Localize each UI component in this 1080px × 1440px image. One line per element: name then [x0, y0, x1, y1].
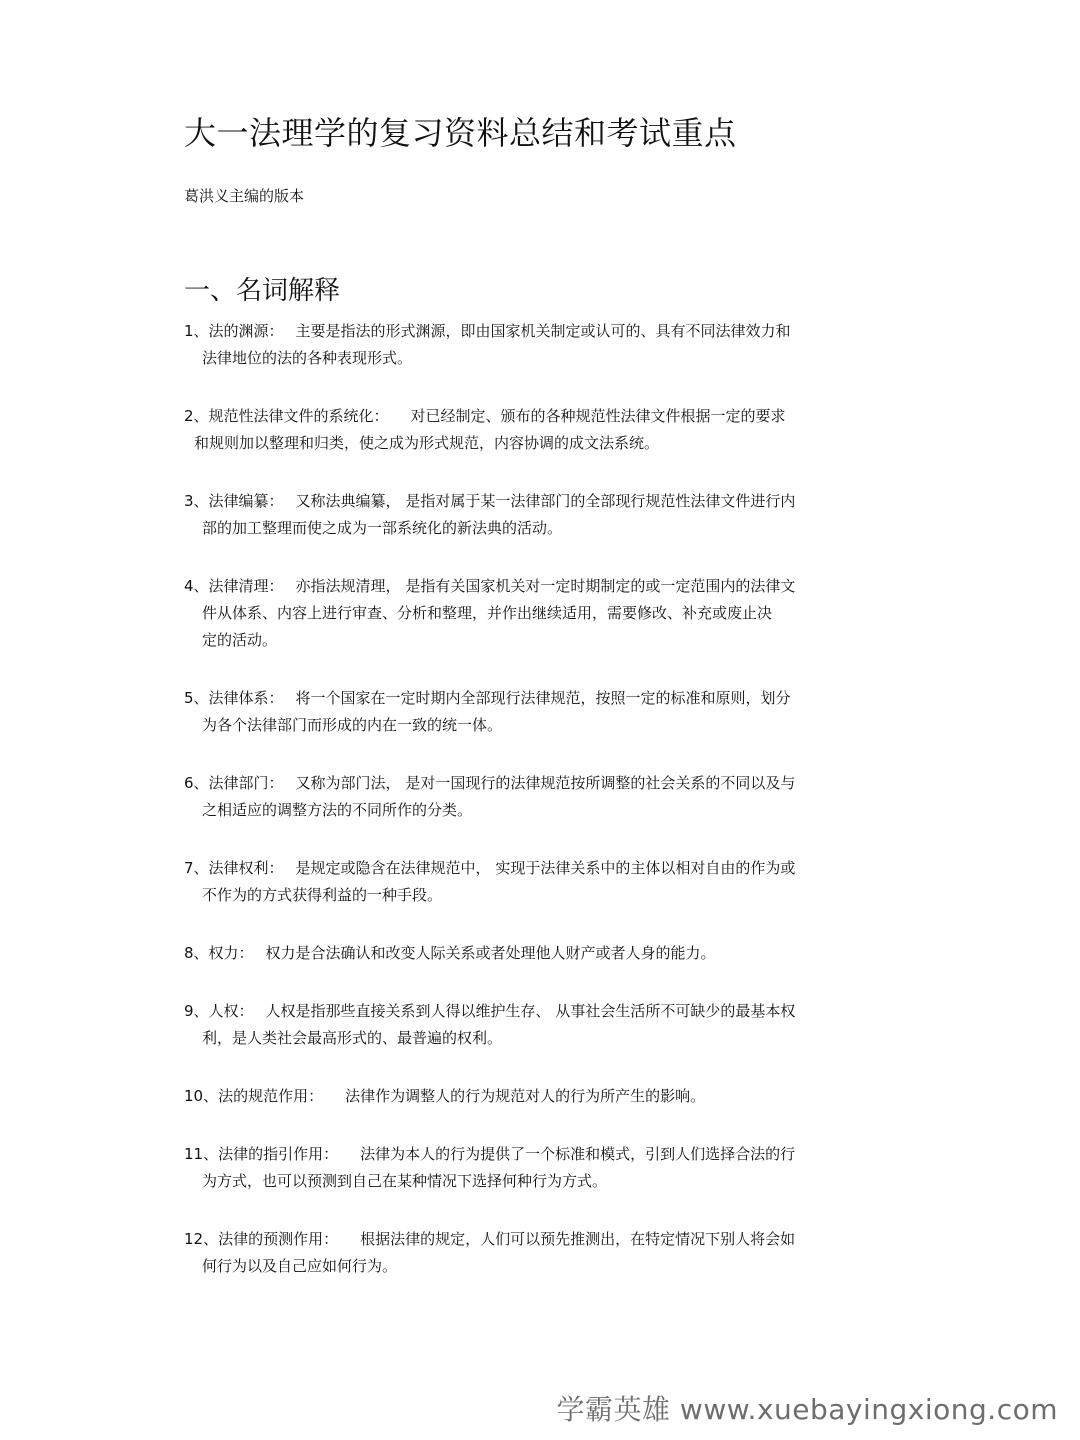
term-item	[184, 940, 884, 967]
term-first-line	[184, 998, 884, 1025]
term-text: 件从体系、内容上进行审查、分析和整理，并作出继续适用，需要修改、补充或废止决	[202, 604, 773, 622]
term-first-line	[184, 940, 884, 967]
term-label: 12、法律的预测作用：	[184, 1230, 339, 1248]
term-text: 法律地位的法的各种表现形式。	[202, 349, 413, 367]
term-label: 10、法的规范作用：	[184, 1087, 324, 1105]
document-subtitle: 葛洪义主编的版本	[184, 187, 305, 205]
term-text: 亦指法规清理， 是指有关国家机关对一定时期制定的或一定范围内的法律文	[295, 577, 796, 595]
document-title: 大一法理学的复习资料总结和考试重点	[184, 114, 737, 152]
term-label: 6、法律部门：	[184, 774, 284, 792]
term-text: 和规则加以整理和归类，使之成为形式规范，内容协调的成文法系统。	[194, 434, 660, 452]
term-label: 9、人权：	[184, 1002, 254, 1020]
term-first-line	[184, 1141, 884, 1168]
term-item	[184, 488, 884, 542]
term-first-line	[184, 1083, 884, 1110]
term-text: 主要是指法的形式渊源，即由国家机关制定或认可的、具有不同法律效力和	[295, 322, 791, 340]
term-first-line	[184, 403, 884, 430]
term-first-line	[184, 1226, 884, 1253]
term-label: 11、法律的指引作用：	[184, 1145, 339, 1163]
term-text: 又称为部门法， 是对一国现行的法律规范按所调整的社会关系的不同以及与	[295, 774, 796, 792]
term-first-line	[184, 488, 884, 515]
term-item	[184, 770, 884, 824]
term-text: 将一个国家在一定时期内全部现行法律规范，按照一定的标准和原则，划分	[295, 689, 791, 707]
term-text: 定的活动。	[202, 631, 278, 649]
term-text: 人权是指那些直接关系到人得以维护生存、 从事社会生活所不可缺少的最基本权	[265, 1002, 796, 1020]
term-text: 部的加工整理而使之成为一部系统化的新法典的活动。	[202, 519, 563, 537]
term-text: 利，是人类社会最高形式的、最普遍的权利。	[202, 1029, 503, 1047]
site-watermark: 学霸英雄 www.xuebayingxiong.com	[556, 1393, 1058, 1426]
term-item	[184, 1083, 884, 1110]
term-item	[184, 1141, 884, 1195]
term-label: 3、法律编纂：	[184, 492, 284, 510]
term-item	[184, 318, 884, 372]
term-text: 是规定或隐含在法律规范中， 实现于法律关系中的主体以相对自由的作为或	[295, 859, 796, 877]
term-text: 为各个法律部门而形成的内在一致的统一体。	[202, 716, 503, 734]
term-item	[184, 685, 884, 739]
term-label: 1、法的渊源：	[184, 322, 284, 340]
term-first-line	[184, 685, 884, 712]
term-label: 7、法律权利：	[184, 859, 284, 877]
term-text: 对已经制定、颁布的各种规范性法律文件根据一定的要求	[410, 407, 786, 425]
term-first-line	[184, 573, 884, 600]
term-text: 何行为以及自己应如何行为。	[202, 1257, 398, 1275]
term-text: 之相适应的调整方法的不同所作的分类。	[202, 801, 473, 819]
term-item	[184, 573, 884, 654]
term-label: 8、权力：	[184, 944, 254, 962]
term-text: 为方式，也可以预测到自己在某种情况下选择何种行为方式。	[202, 1172, 608, 1190]
term-text: 根据法律的规定，人们可以预先推测出，在特定情况下别人将会如	[360, 1230, 796, 1248]
term-item	[184, 1226, 884, 1280]
term-item	[184, 855, 884, 909]
term-label: 2、规范性法律文件的系统化：	[184, 407, 389, 425]
term-first-line	[184, 318, 884, 345]
term-text: 又称法典编纂， 是指对属于某一法律部门的全部现行规范性法律文件进行内	[295, 492, 796, 510]
term-text: 权力是合法确认和改变人际关系或者处理他人财产或者人身的能力。	[265, 944, 716, 962]
term-text: 法律作为调整人的行为规范对人的行为所产生的影响。	[345, 1087, 706, 1105]
section-heading: 一、名词解释	[184, 276, 341, 306]
term-item	[184, 403, 884, 457]
term-list	[184, 318, 884, 1311]
term-first-line	[184, 770, 884, 797]
term-label: 4、法律清理：	[184, 577, 284, 595]
term-text: 法律为本人的行为提供了一个标准和模式，引到人们选择合法的行	[360, 1145, 796, 1163]
term-item	[184, 998, 884, 1052]
term-label: 5、法律体系：	[184, 689, 284, 707]
term-first-line	[184, 855, 884, 882]
term-text: 不作为的方式获得利益的一种手段。	[202, 886, 443, 904]
